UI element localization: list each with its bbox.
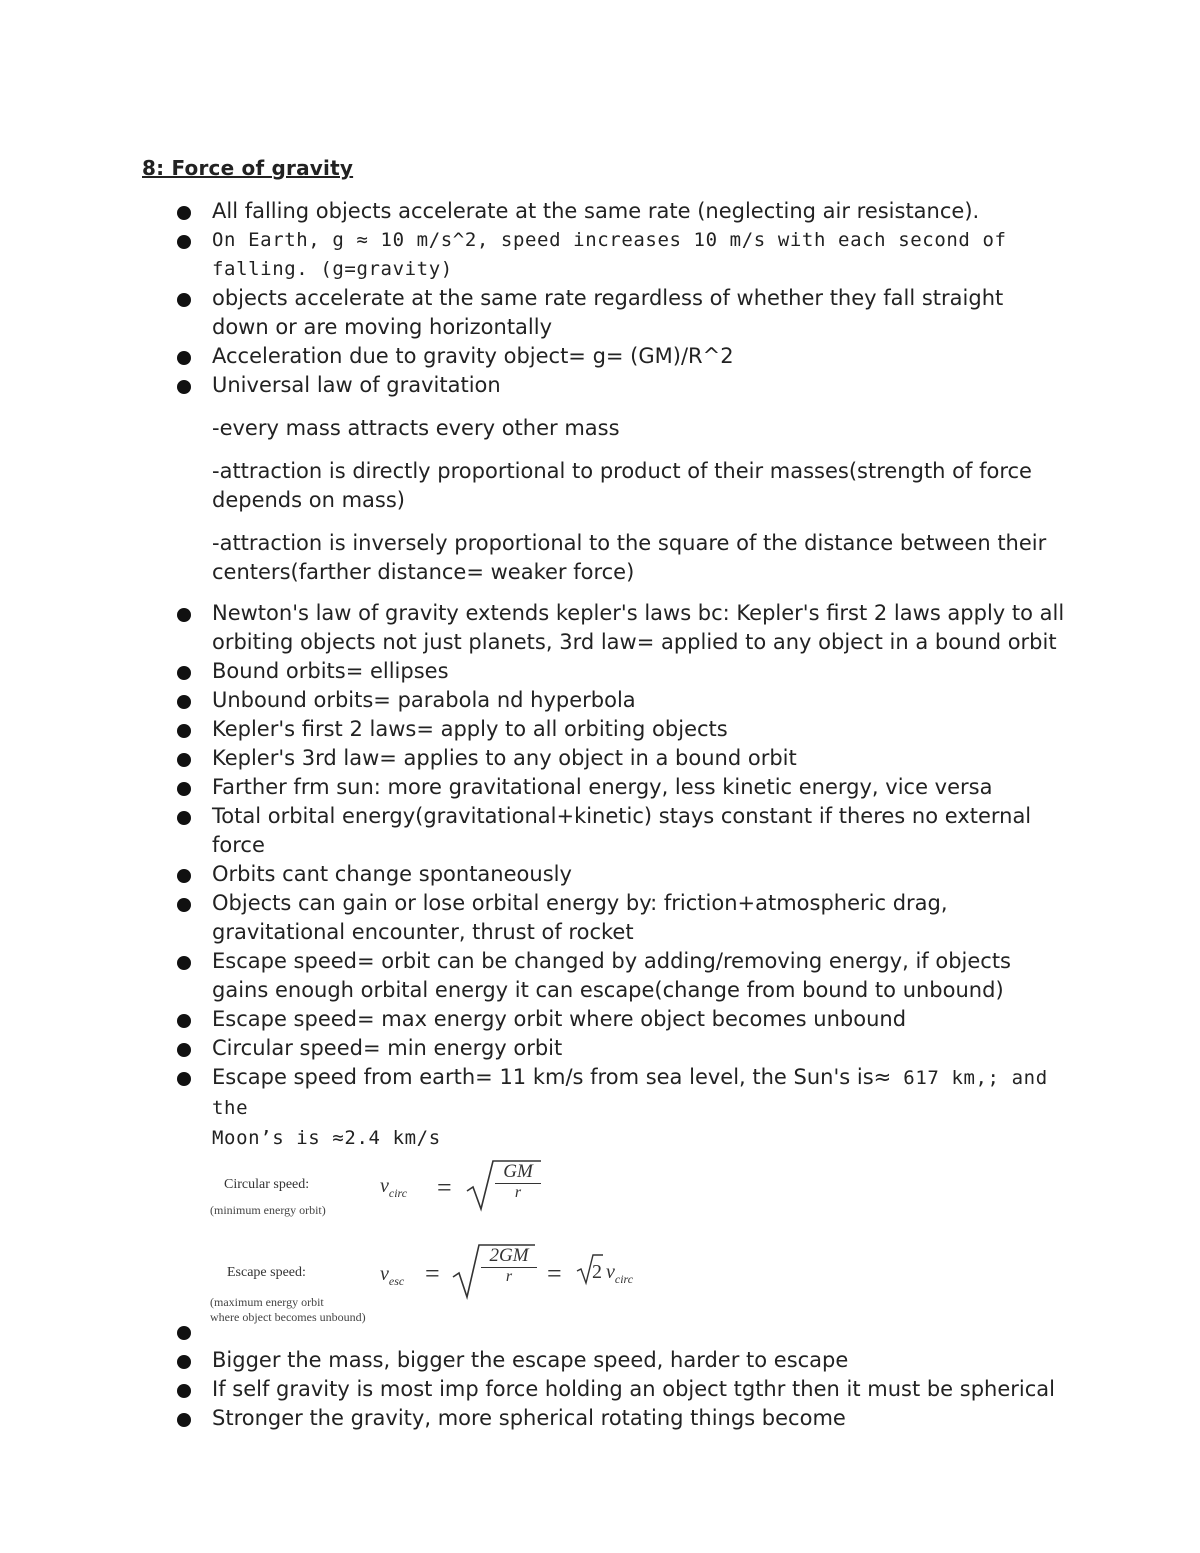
list-item: Unbound orbits= parabola nd hyperbola bbox=[175, 686, 1065, 715]
list-item: Escape speed= orbit can be changed by adding/removing energy, if objects gains enough orbital energy it can escape(change from bound to unbound) bbox=[175, 947, 1065, 1005]
bullet-icon bbox=[177, 608, 191, 622]
sub-item: -every mass attracts every other mass bbox=[212, 416, 620, 440]
sub-item: -attraction is directly proportional to product of their masses(strength of force depends on mass) bbox=[212, 459, 1032, 512]
equals-sign: = bbox=[425, 1259, 440, 1288]
list-item: Kepler's first 2 laws= apply to all orbiting objects bbox=[175, 715, 1065, 744]
list-item: Bound orbits= ellipses bbox=[175, 657, 1065, 686]
escape-speed-lhs: $v_{esc}$ bbox=[380, 1263, 405, 1288]
bullet-icon bbox=[177, 666, 191, 680]
bullet-icon bbox=[177, 293, 191, 307]
bullet-icon bbox=[177, 811, 191, 825]
equals-sign: = bbox=[547, 1259, 562, 1288]
sub-item: -attraction is inversely proportional to the square of the distance between their centers(farther distance= weaker force) bbox=[212, 531, 1047, 584]
bullet-icon bbox=[177, 1072, 191, 1086]
bullet-icon bbox=[177, 1413, 191, 1427]
list-item: Universal law of gravitation bbox=[175, 371, 1065, 400]
list-item: Acceleration due to gravity object= g= (GM)/R^2 bbox=[175, 342, 1065, 371]
bullet-icon bbox=[177, 1384, 191, 1398]
circular-speed-label: Circular speed: bbox=[224, 1177, 310, 1192]
list-item: If self gravity is most imp force holding an object tgthr then it must be spherical bbox=[175, 1375, 1065, 1404]
list-item: Farther frm sun: more gravitational energy, less kinetic energy, vice versa bbox=[175, 773, 1065, 802]
equals-sign: = bbox=[437, 1173, 452, 1202]
list-item: Orbits cant change spontaneously bbox=[175, 860, 1065, 889]
bullet-icon bbox=[177, 351, 191, 365]
list-item: Total orbital energy(gravitational+kinetic) stays constant if theres no external force bbox=[175, 802, 1065, 860]
notes-list bbox=[175, 197, 1065, 1433]
list-item: Stronger the gravity, more spherical rotating things become bbox=[175, 1404, 1065, 1433]
list-item: Circular speed= min energy orbit bbox=[175, 1034, 1065, 1063]
escape-speed-rhs: $v_{circ}$ bbox=[606, 1261, 634, 1286]
list-item: Escape speed from earth= 11 km/s from sea level, the Sun's is≈ 617 km,; and the Moon’s is ≈2.4 km/s bbox=[175, 1063, 1065, 1153]
bullet-icon bbox=[177, 695, 191, 709]
escape-speed-root-value: 2 bbox=[592, 1261, 602, 1283]
bullet-icon bbox=[177, 724, 191, 738]
escape-speed-note-line2: where object becomes unbound) bbox=[210, 1310, 366, 1324]
list-item: Bigger the mass, bigger the escape speed, harder to escape bbox=[175, 1346, 1065, 1375]
bullet-icon bbox=[177, 1014, 191, 1028]
bullet-icon bbox=[177, 782, 191, 796]
list-item: On Earth, g ≈ 10 m/s^2, speed increases 10 m/s with each second of falling. (g=gravity) bbox=[175, 226, 1065, 284]
list-item: Objects can gain or lose orbital energy by: friction+atmospheric drag, gravitational encounter, thrust of rocket bbox=[175, 889, 1065, 947]
circular-speed-fraction: GM r bbox=[495, 1161, 541, 1202]
bullet-icon bbox=[177, 898, 191, 912]
speed-formulas bbox=[175, 1153, 1065, 1324]
bullet-icon bbox=[177, 235, 191, 249]
list-item-empty bbox=[175, 1317, 1065, 1346]
bullet-icon bbox=[177, 206, 191, 220]
bullet-icon bbox=[177, 1326, 191, 1340]
escape-speed-label: Escape speed: bbox=[227, 1265, 306, 1280]
list-item: Escape speed= max energy orbit where object becomes unbound bbox=[175, 1005, 1065, 1034]
list-item: All falling objects accelerate at the same rate (neglecting air resistance). bbox=[175, 197, 1065, 226]
bullet-icon bbox=[177, 753, 191, 767]
escape-speed-fraction: 2GM r bbox=[481, 1245, 537, 1286]
circular-speed-note: (minimum energy orbit) bbox=[210, 1203, 326, 1217]
bullet-icon bbox=[177, 869, 191, 883]
list-item: objects accelerate at the same rate regardless of whether they fall straight down or are moving horizontally bbox=[175, 284, 1065, 342]
circular-speed-lhs: $v_{circ}$ bbox=[380, 1175, 408, 1200]
bullet-icon bbox=[177, 380, 191, 394]
section-heading: 8: Force of gravity bbox=[142, 156, 354, 180]
list-item: Newton's law of gravity extends kepler's laws bc: Kepler's first 2 laws apply to all orbiting objects not just planets, 3rd law= applied to any object in a bound orbit bbox=[175, 599, 1065, 657]
escape-speed-note-line1: (maximum energy orbit bbox=[210, 1295, 324, 1309]
list-item: Kepler's 3rd law= applies to any object in a bound orbit bbox=[175, 744, 1065, 773]
bullet-icon bbox=[177, 1355, 191, 1369]
bullet-icon bbox=[177, 1043, 191, 1057]
bullet-icon bbox=[177, 956, 191, 970]
